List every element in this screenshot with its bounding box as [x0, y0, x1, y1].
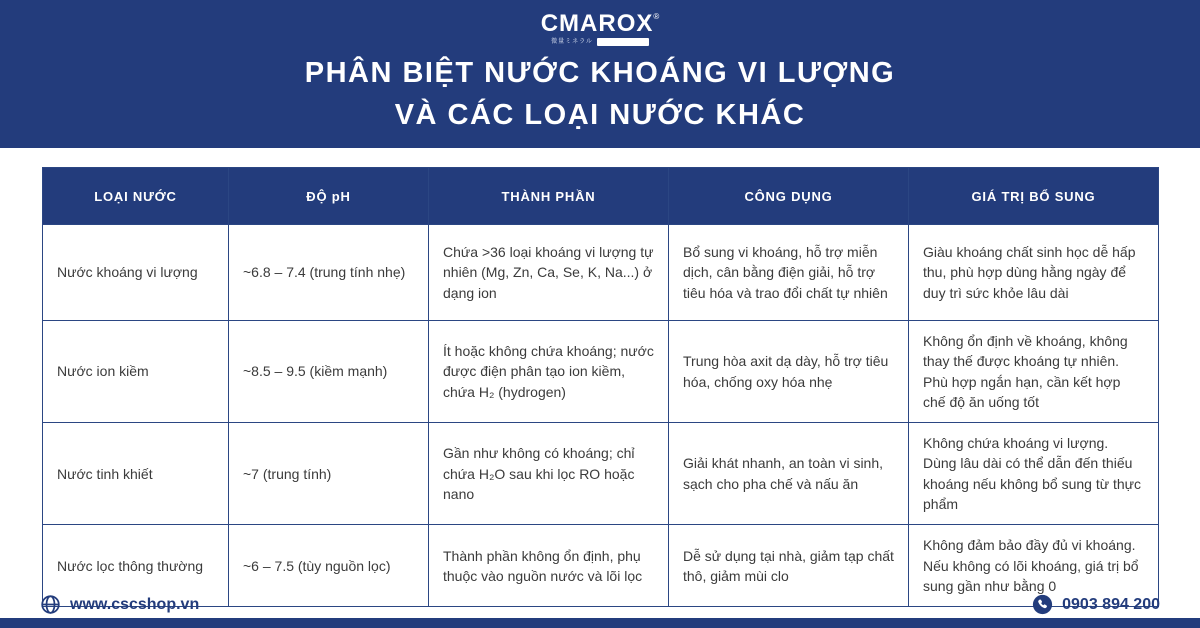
globe-icon	[40, 594, 61, 615]
column-header-ph: ĐỘ pH	[229, 168, 429, 225]
cell-added-value: Không ổn định về khoáng, không thay thế được khoáng tự nhiên. Phù hợp ngắn hạn, cần kết hợp chế độ ăn uống tốt	[909, 321, 1159, 423]
header-band	[0, 0, 1200, 148]
cell-uses: Trung hòa axit dạ dày, hỗ trợ tiêu hóa, chống oxy hóa nhẹ	[669, 321, 909, 423]
phone-icon	[1032, 594, 1053, 615]
cell-added-value: Không đảm bảo đầy đủ vi khoáng. Nếu không có lõi khoáng, giá trị bổ sung gần như bằng 0	[909, 525, 1159, 607]
comparison-table-wrap	[42, 167, 1158, 607]
cell-uses: Bổ sung vi khoáng, hỗ trợ miễn dịch, cân bằng điện giải, hỗ trợ tiêu hóa và trao đổi chất tự nhiên	[669, 225, 909, 321]
table-row	[43, 321, 1159, 423]
cell-added-value: Không chứa khoáng vi lượng. Dùng lâu dài có thể dẫn đến thiếu khoáng nếu không bổ sung từ thực phẩm	[909, 423, 1159, 525]
cell-water-type: Nước khoáng vi lượng	[43, 225, 229, 321]
cell-water-type: Nước tinh khiết	[43, 423, 229, 525]
cell-uses: Giải khát nhanh, an toàn vi sinh, sạch cho pha chế và nấu ăn	[669, 423, 909, 525]
footer	[0, 594, 1200, 618]
table-row	[43, 225, 1159, 321]
footer-website	[40, 594, 199, 615]
page-title-line2: VÀ CÁC LOẠI NƯỚC KHÁC	[394, 99, 806, 132]
footer-phone	[1032, 594, 1160, 615]
column-header-uses: CÔNG DỤNG	[669, 168, 909, 225]
table-header-row	[43, 168, 1159, 225]
cell-added-value: Giàu khoáng chất sinh học dễ hấp thu, phù hợp dùng hằng ngày để duy trì sức khỏe lâu dài	[909, 225, 1159, 321]
cell-ph: ~6.8 – 7.4 (trung tính nhẹ)	[229, 225, 429, 321]
cell-uses: Dễ sử dụng tại nhà, giảm tạp chất thô, giảm mùi clo	[669, 525, 909, 607]
cell-composition: Gần như không có khoáng; chỉ chứa H₂O sau khi lọc RO hoặc nano	[429, 423, 669, 525]
column-header-composition: THÀNH PHẦN	[429, 168, 669, 225]
bottom-accent-strip	[0, 618, 1200, 628]
website-text: www.cscshop.vn	[70, 595, 200, 613]
cell-ph: ~8.5 – 9.5 (kiềm mạnh)	[229, 321, 429, 423]
cell-ph: ~7 (trung tính)	[229, 423, 429, 525]
cell-composition: Chứa >36 loại khoáng vi lượng tự nhiên (Mg, Zn, Ca, Se, K, Na...) ở dạng ion	[429, 225, 669, 321]
logo-badge	[597, 38, 649, 46]
page-title	[0, 52, 1200, 136]
cell-ph: ~6 – 7.5 (tùy nguồn lọc)	[229, 525, 429, 607]
phone-text: 0903 894 200	[1062, 595, 1160, 613]
logo-wordmark: CMAROX	[540, 10, 654, 37]
page-title-line1: PHÂN BIỆT NƯỚC KHOÁNG VI LƯỢNG	[304, 57, 896, 89]
cell-composition: Thành phần không ổn định, phụ thuộc vào nguồn nước và lõi lọc	[429, 525, 669, 607]
table-row	[43, 423, 1159, 525]
column-header-water-type: LOẠI NƯỚC	[43, 168, 229, 225]
cell-composition: Ít hoặc không chứa khoáng; nước được điện phân tạo ion kiềm, chứa H₂ (hydrogen)	[429, 321, 669, 423]
registered-mark: ®	[653, 12, 660, 21]
brand-logo	[0, 12, 1200, 46]
column-header-added-value: GIÁ TRỊ BỔ SUNG	[909, 168, 1159, 225]
comparison-table	[42, 167, 1159, 607]
cell-water-type: Nước lọc thông thường	[43, 525, 229, 607]
logo-tagline: 微量ミネラル	[551, 39, 593, 45]
cell-water-type: Nước ion kiềm	[43, 321, 229, 423]
